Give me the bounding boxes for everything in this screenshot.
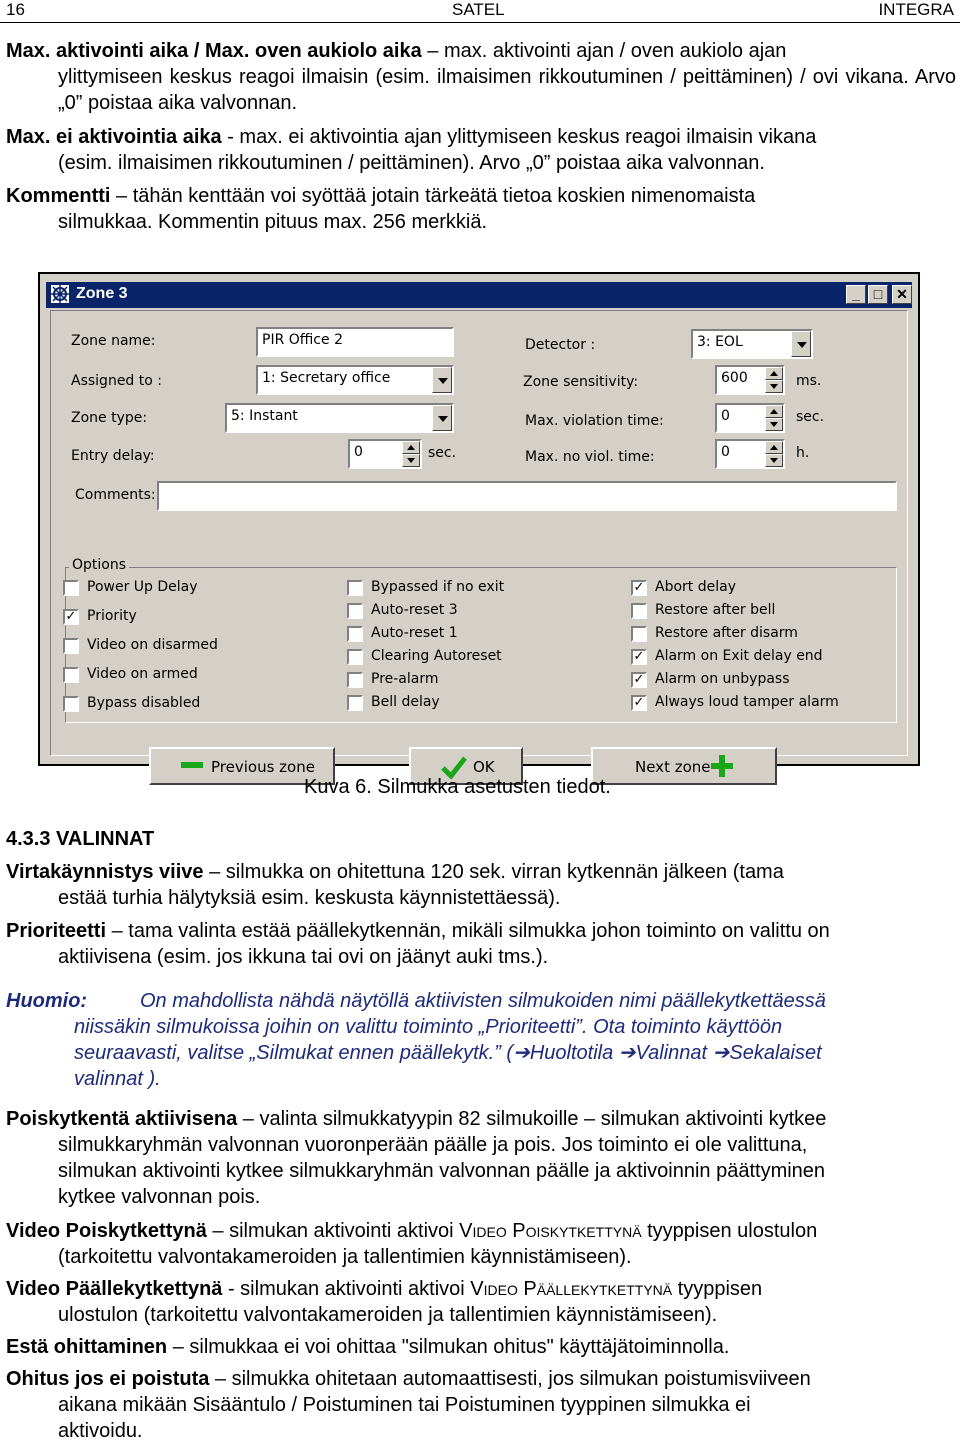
term: Video Päällekytkettynä bbox=[6, 1278, 223, 1300]
text: – silmukan aktivointi aktivoi bbox=[206, 1220, 460, 1242]
button-label: OK bbox=[473, 758, 495, 776]
option-label: Auto-reset 1 bbox=[371, 625, 458, 641]
zone-sensitivity-label: Zone sensitivity: bbox=[523, 374, 639, 390]
section-heading bbox=[6, 828, 154, 851]
definition-item bbox=[6, 1276, 956, 1328]
option-label: Abort delay bbox=[655, 579, 736, 595]
term: Prioriteetti bbox=[6, 920, 107, 942]
text: (esim. ilmaisimen rikkoutuminen / peittäminen). Arvo „0” poistaa aika valvonnan. bbox=[58, 152, 765, 174]
text: aikana mikään Sisääntulo / Poistuminen tai Poistuminen tyyppinen silmukka ei bbox=[58, 1394, 751, 1416]
unit-sec: sec. bbox=[428, 445, 457, 461]
text: – silmukka on ohitettuna 120 sek. virran kytkennän jälkeen (tama bbox=[203, 861, 784, 883]
option-label: Clearing Autoreset bbox=[371, 648, 502, 664]
max-violation-label: Max. violation time: bbox=[525, 413, 664, 429]
text: tyyppisen bbox=[672, 1278, 763, 1300]
unchecked-checkbox-icon[interactable] bbox=[63, 696, 79, 712]
zone-type-label: Zone type: bbox=[71, 410, 148, 426]
definition-item bbox=[6, 1366, 956, 1444]
section-title: VALINNAT bbox=[56, 828, 155, 850]
option-label: Always loud tamper alarm bbox=[655, 694, 839, 710]
definition-power-up-delay bbox=[6, 859, 956, 911]
text: aktiivisena (esim. jos ikkuna tai ovi on jäänyt auki tms.). bbox=[58, 946, 549, 968]
title-bar bbox=[46, 282, 912, 308]
term: Poiskytkentä aktiivisena bbox=[6, 1108, 238, 1130]
option-label: Priority bbox=[87, 608, 137, 624]
option-label: Alarm on unbypass bbox=[655, 671, 790, 687]
max-no-viol-spinner[interactable] bbox=[715, 439, 785, 469]
header-product: INTEGRA bbox=[878, 0, 954, 19]
checked-checkbox-icon[interactable]: ✓ bbox=[631, 672, 647, 688]
text: Video Päällekytkettynä bbox=[470, 1278, 673, 1300]
text: tyyppisen ulostulon bbox=[641, 1220, 818, 1242]
unchecked-checkbox-icon[interactable] bbox=[347, 672, 363, 688]
term: Max. aktivointi aika / Max. oven aukiolo aika bbox=[6, 40, 422, 62]
text: – tähän kenttään voi syöttää jotain tärkeätä tietoa koskien nimenomaista bbox=[110, 185, 756, 207]
option-label: Bypass disabled bbox=[87, 695, 201, 711]
definition-max-activation bbox=[6, 38, 956, 116]
note-text: valinnat ). bbox=[74, 1068, 161, 1090]
unchecked-checkbox-icon[interactable] bbox=[631, 626, 647, 642]
definition-max-no-activation bbox=[6, 124, 956, 176]
checked-checkbox-icon[interactable]: ✓ bbox=[631, 695, 647, 711]
max-violation-spinner[interactable] bbox=[715, 403, 785, 433]
option-label: Auto-reset 3 bbox=[371, 602, 458, 618]
zone-name-label: Zone name: bbox=[71, 333, 156, 349]
assigned-to-label: Assigned to : bbox=[71, 373, 162, 389]
button-label: Previous zone bbox=[211, 758, 315, 776]
unchecked-checkbox-icon[interactable] bbox=[347, 695, 363, 711]
text: (tarkoitettu valvontakameroiden ja tallentimien käynnistämiseen). bbox=[58, 1246, 632, 1268]
minimize-icon[interactable]: _ bbox=[846, 285, 866, 304]
text: silmukan aktivointi kytkee silmukkaryhmän valvonnan päälle ja aktivoinnin päättyminen bbox=[58, 1160, 826, 1182]
term: Video Poiskytkettynä bbox=[6, 1220, 207, 1242]
definition-comment bbox=[6, 183, 956, 235]
unchecked-checkbox-icon[interactable] bbox=[631, 603, 647, 619]
section-number: 4.3.3 bbox=[6, 828, 51, 850]
option-label: Restore after bell bbox=[655, 602, 776, 618]
button-label: Next zone bbox=[635, 758, 711, 776]
option-label: Bypassed if no exit bbox=[371, 579, 505, 595]
unchecked-checkbox-icon[interactable] bbox=[63, 667, 79, 683]
zone-name-field[interactable]: PIR Office 2 bbox=[256, 327, 454, 357]
selected-value: 3: EOL bbox=[697, 334, 743, 350]
selected-value: 5: Instant bbox=[231, 408, 298, 424]
value: 600 bbox=[721, 370, 748, 386]
text: ulostulon (tarkoitettu valvontakameroiden ja tallentimien käynnistämiseen). bbox=[58, 1304, 718, 1326]
note-text: seuraavasti, valitse „Silmukat ennen päällekytk.” (➔Huoltotila ➔Valinnat ➔Sekalaiset bbox=[74, 1042, 822, 1064]
checked-checkbox-icon[interactable]: ✓ bbox=[631, 649, 647, 665]
text: ylittymiseen keskus reagoi ilmaisin (esim. ilmaisimen rikkoutuminen / peittäminen) / ovi vikana. Arvo „0” poistaa aika valvonnan. bbox=[58, 66, 956, 114]
entry-delay-spinner[interactable] bbox=[348, 439, 422, 469]
text: kytkee valvonnan pois. bbox=[58, 1186, 261, 1208]
figure-caption: Kuva 6. Silmukka asetusten tiedot. bbox=[304, 776, 611, 798]
chevron-down-icon[interactable] bbox=[432, 405, 452, 431]
definition-item bbox=[6, 1218, 956, 1270]
term: Max. ei aktivointia aika bbox=[6, 126, 222, 148]
option-label: Video on disarmed bbox=[87, 637, 218, 653]
detector-label: Detector : bbox=[525, 337, 596, 353]
value: 0 bbox=[721, 444, 730, 460]
text: estää turhia hälytyksiä esim. keskusta käynnistettäessä). bbox=[58, 887, 561, 909]
assigned-to-select[interactable] bbox=[256, 365, 454, 395]
options-label: Options bbox=[69, 557, 129, 573]
plus-icon bbox=[711, 755, 733, 777]
selected-value: 1: Secretary office bbox=[262, 370, 391, 386]
text: - max. ei aktivointia ajan ylittymiseen keskus reagoi ilmaisin vikana bbox=[221, 126, 817, 148]
checked-checkbox-icon[interactable]: ✓ bbox=[631, 580, 647, 596]
option-label: Pre-alarm bbox=[371, 671, 439, 687]
minus-icon bbox=[181, 761, 203, 769]
term: Virtakäynnistys viive bbox=[6, 861, 204, 883]
text: – tama valinta estää päällekytkennän, mikäli silmukka johon toiminto on valittu on bbox=[106, 920, 830, 942]
definition-item bbox=[6, 1106, 956, 1210]
text: – silmukka ohitetaan automaattisesti, jos silmukan poistumisviiveen bbox=[209, 1368, 811, 1390]
value: 0 bbox=[354, 444, 363, 460]
spinner-arrows[interactable] bbox=[765, 367, 783, 393]
text: aktivoidu. bbox=[58, 1420, 143, 1442]
sensitivity-spinner[interactable] bbox=[715, 365, 785, 395]
chevron-down-icon[interactable] bbox=[432, 367, 452, 393]
unchecked-checkbox-icon[interactable] bbox=[63, 580, 79, 596]
definition-item bbox=[6, 1334, 956, 1360]
option-label: Bell delay bbox=[371, 694, 440, 710]
term: Estä ohittaminen bbox=[6, 1336, 168, 1358]
option-label: Restore after disarm bbox=[655, 625, 798, 641]
spinner-arrows[interactable] bbox=[402, 441, 420, 467]
zone-icon bbox=[50, 284, 70, 304]
note-text: On mahdollista nähdä näytöllä aktiivisten silmukoiden nimi päällekytkettäessä bbox=[140, 990, 826, 1012]
unit-sec: sec. bbox=[796, 409, 825, 425]
page-number: 16 bbox=[6, 0, 25, 19]
value: 0 bbox=[721, 408, 730, 424]
unchecked-checkbox-icon[interactable] bbox=[63, 638, 79, 654]
unit-ms: ms. bbox=[796, 373, 822, 389]
spinner-arrows[interactable] bbox=[765, 441, 783, 467]
next-zone-button[interactable] bbox=[591, 747, 777, 785]
unchecked-checkbox-icon[interactable] bbox=[347, 580, 363, 596]
max-no-viol-label: Max. no viol. time: bbox=[525, 449, 655, 465]
text: silmukkaa. Kommentin pituus max. 256 merkkiä. bbox=[58, 211, 488, 233]
unchecked-checkbox-icon[interactable] bbox=[347, 626, 363, 642]
text: – max. aktivointi ajan / oven aukiolo ajan bbox=[421, 40, 787, 62]
text: silmukkaryhmän valvonnan vuoronperään päälle ja pois. Jos toiminto ei ole valittuna, bbox=[58, 1134, 808, 1156]
checked-checkbox-icon[interactable]: ✓ bbox=[63, 609, 79, 625]
chevron-down-icon[interactable] bbox=[791, 331, 811, 357]
option-label: Video on armed bbox=[87, 666, 198, 682]
option-label: Alarm on Exit delay end bbox=[655, 648, 823, 664]
term: Kommentti bbox=[6, 185, 111, 207]
note-label: Huomio: bbox=[6, 990, 88, 1012]
zone-dialog bbox=[38, 272, 920, 776]
detector-select[interactable] bbox=[691, 329, 813, 359]
dialog-title: Zone 3 bbox=[76, 285, 128, 302]
term: Ohitus jos ei poistuta bbox=[6, 1368, 210, 1390]
maximize-icon[interactable]: □ bbox=[868, 285, 888, 304]
comments-label: Comments: bbox=[75, 487, 156, 503]
close-icon[interactable]: ✕ bbox=[892, 285, 912, 304]
text: Video Poiskytkettynä bbox=[459, 1220, 642, 1242]
header-brand: SATEL bbox=[452, 0, 505, 19]
text: - silmukan aktivointi aktivoi bbox=[222, 1278, 471, 1300]
unchecked-checkbox-icon[interactable] bbox=[347, 649, 363, 665]
comments-field[interactable] bbox=[157, 481, 897, 511]
page-header bbox=[0, 0, 960, 23]
option-label: Power Up Delay bbox=[87, 579, 198, 595]
dialog-body bbox=[50, 310, 908, 776]
note-block bbox=[6, 988, 956, 1092]
spinner-arrows[interactable] bbox=[765, 405, 783, 431]
text: – valinta silmukkatyypin 82 silmukoille – silmukan aktivointi kytkee bbox=[237, 1108, 827, 1130]
definition-priority bbox=[6, 918, 956, 970]
note-text: niissäkin silmukoissa joihin on valittu toiminto „Prioriteetti”. Ota toiminto käyttöön bbox=[74, 1016, 783, 1038]
entry-delay-label: Entry delay: bbox=[71, 448, 155, 464]
unit-h: h. bbox=[796, 445, 810, 461]
zone-type-select[interactable] bbox=[225, 403, 454, 433]
text: – silmukkaa ei voi ohittaa "silmukan ohitus" käyttäjätoiminnolla. bbox=[167, 1336, 730, 1358]
unchecked-checkbox-icon[interactable] bbox=[347, 603, 363, 619]
